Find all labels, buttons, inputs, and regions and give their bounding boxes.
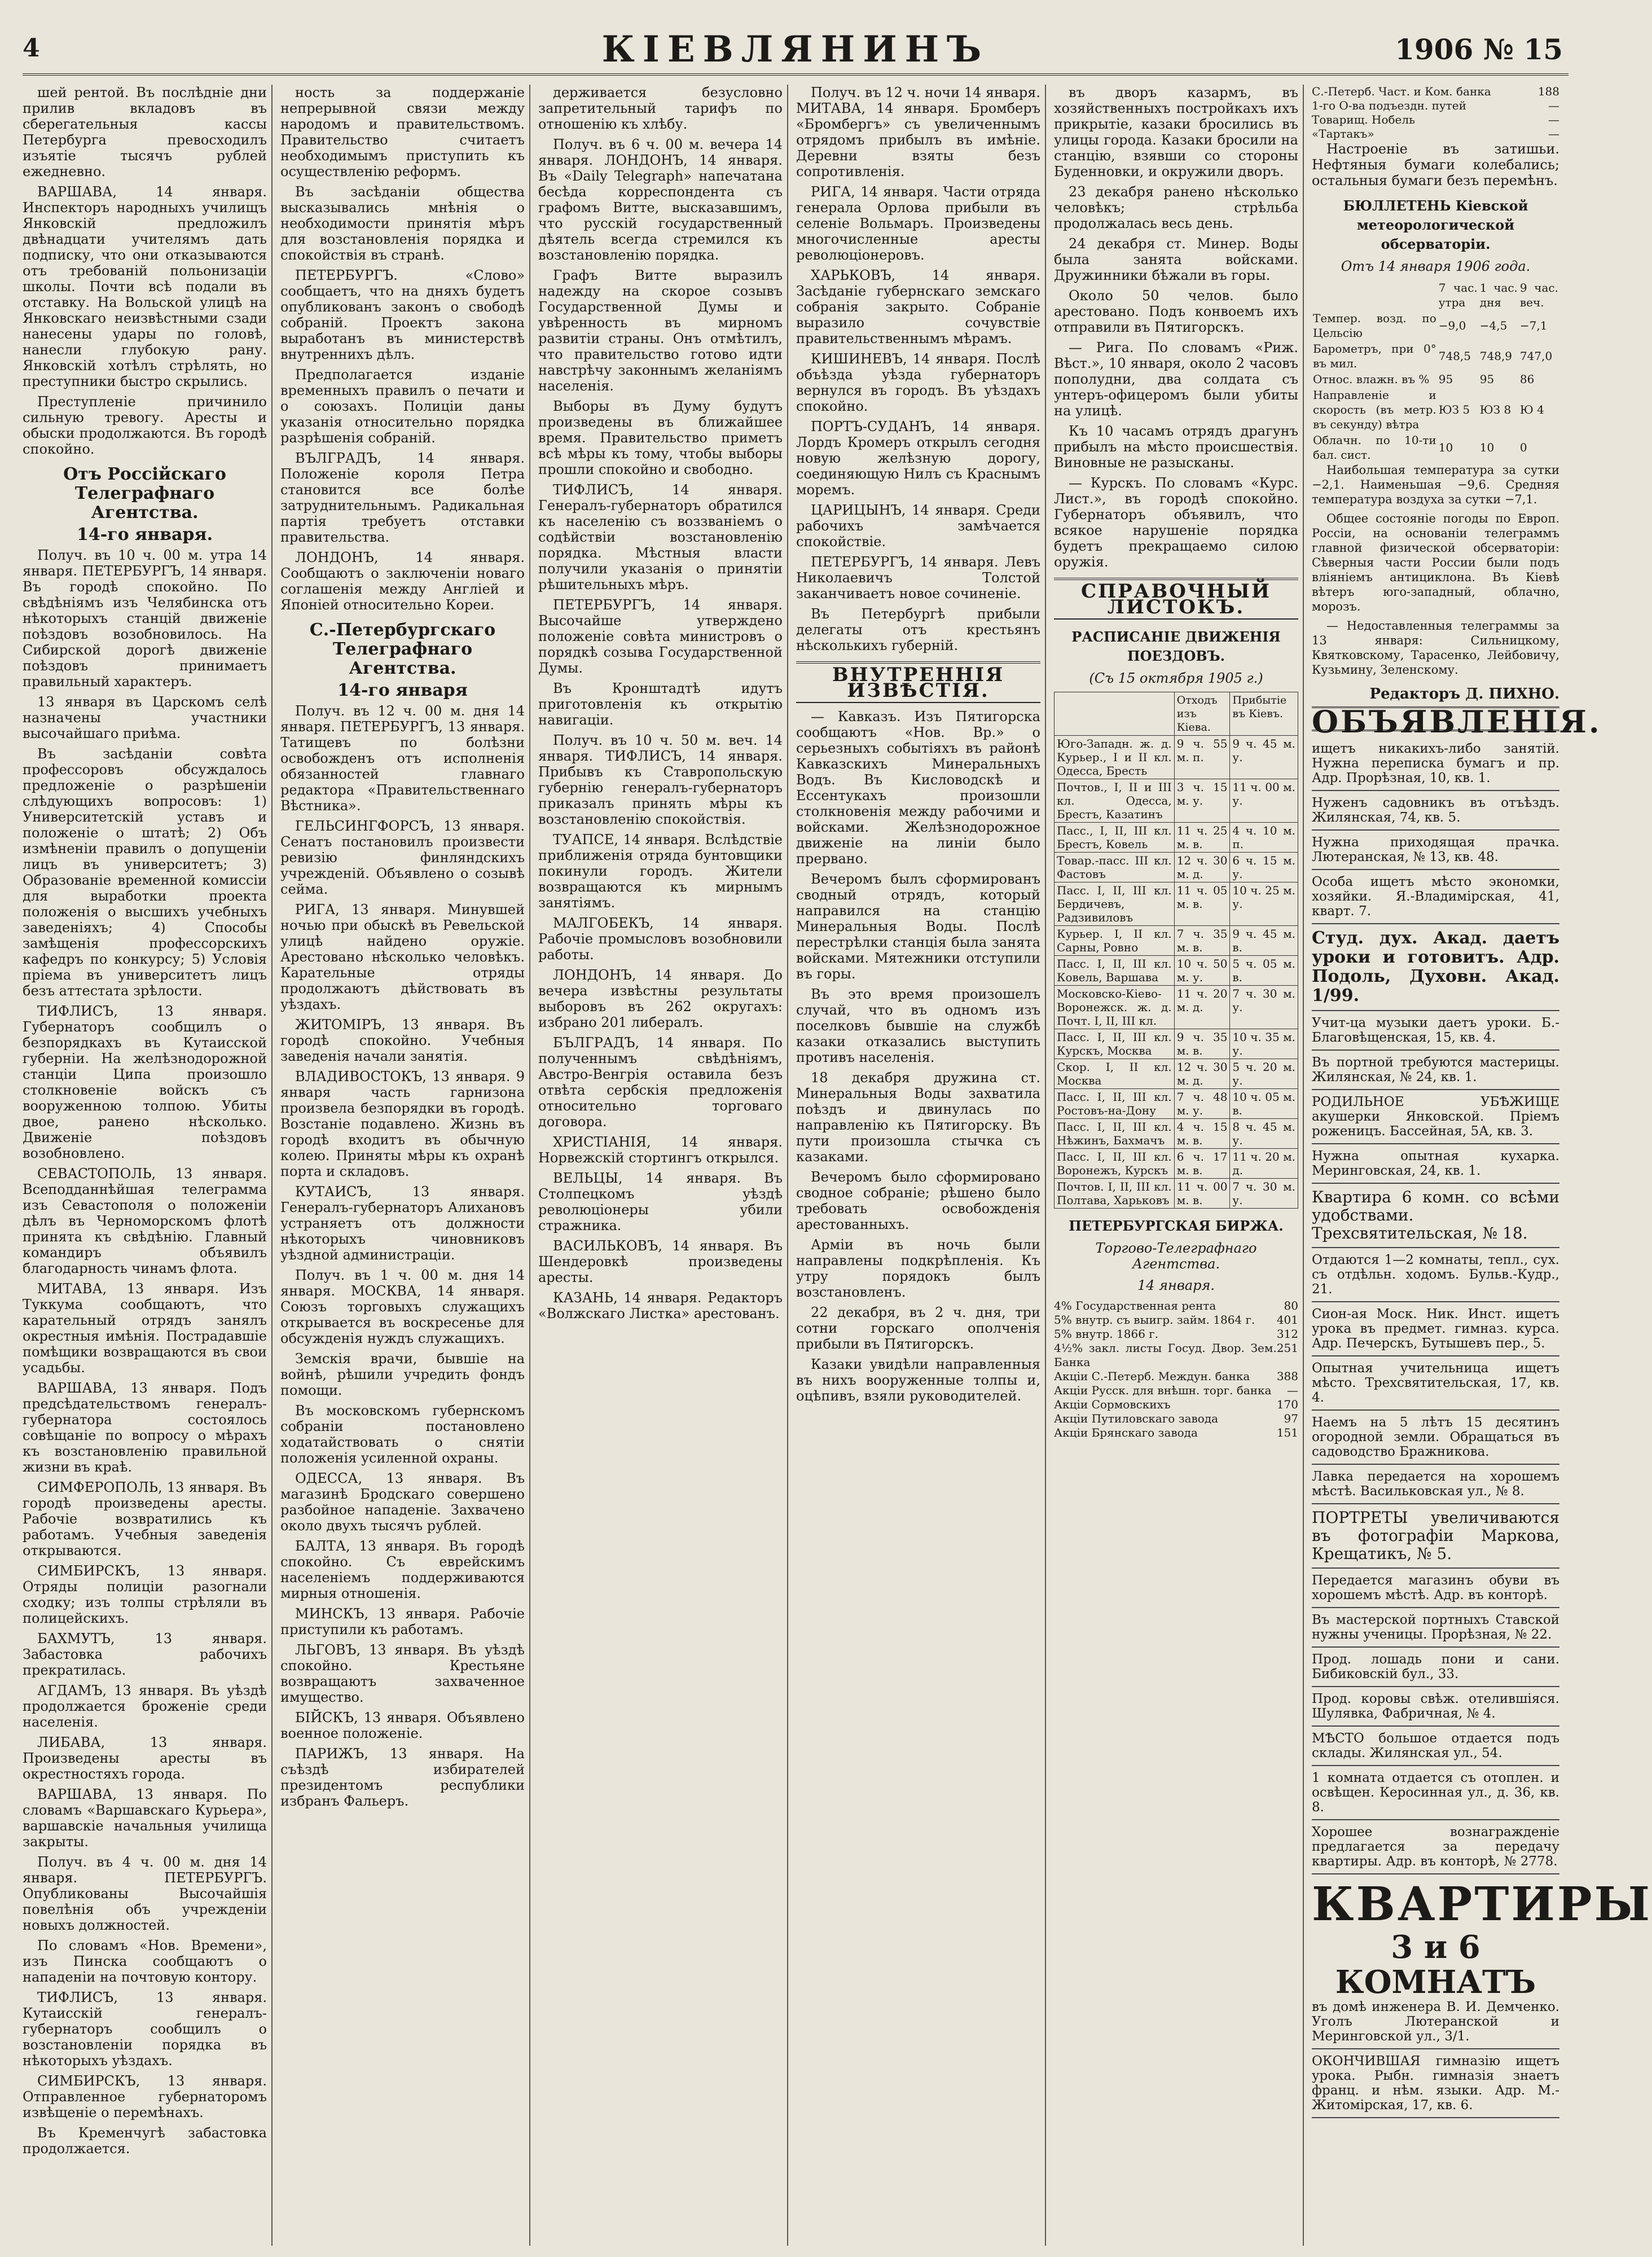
column-3 [538, 85, 783, 2246]
bourse-price: — [1548, 127, 1559, 140]
section-heading: СПРАВОЧНЫЙ ЛИСТОКЪ. [1054, 578, 1298, 620]
timetable-cell: Пасс., I, II, III кл. Брестъ, Ковель [1055, 823, 1175, 853]
paragraph: ХАРЬКОВЪ, 14 января. Засѣданіе губернскаго земскаго собранія закрыто. Собраніе выразило сочувствіе правительственнымъ мѣрамъ. [796, 267, 1040, 346]
advertisement: Передается магазинъ обуви въ хорошемъ мѣстѣ. Адр. въ конторѣ. [1312, 1569, 1559, 1608]
meteo-row [1312, 432, 1559, 463]
meteo-cell: −9,0 [1438, 319, 1466, 332]
advertisement: ОКОНЧИВШАЯ гимназію ищетъ урока. Рыбн. гимназія знаетъ франц. и нѣм. языки. Адр. М.-Житомірская, 17, кв. 6. [1312, 2049, 1559, 2118]
paragraph: Получ. въ 4 ч. 00 м. дня 14 января. ПЕТЕРБУРГЪ. Опубликованы Высочайшія повелѣнія объ учрежденіи новыхъ должностей. [23, 1854, 267, 1933]
paragraph: 13 января въ Царскомъ селѣ назначены участники высочайшаго приѣма. [23, 694, 267, 741]
timetable-cell: 7 ч. 48 м. у. [1174, 1089, 1230, 1119]
meteo-header-row [1312, 280, 1559, 310]
bourse-price: — [1548, 99, 1559, 112]
paragraph: Въ Кронштадтѣ идутъ приготовленія къ открытію навигаціи. [538, 680, 783, 728]
timetable-cell: 11 ч. 00 м. у. [1230, 779, 1298, 823]
timetable-cell: Пасс. I, II, III кл. Воронежъ, Курскъ [1055, 1149, 1175, 1179]
paragraph: Общее состояніе погоды по Европ. Россіи, на основаніи телеграммъ главной физической обсерваторіи: Сѣверныя части России были подъ вліяніемъ антициклона. Въ Кіевѣ вѣтеръ юго-западный, облачно, морозъ. [1312, 512, 1559, 613]
column-rule [1303, 85, 1304, 2246]
paragraph: МАЛГОБЕКЪ, 14 января. Рабочіе промысловъ возобновили работы. [538, 915, 783, 963]
paragraph: 23 декабря ранено нѣсколько человѣкъ; стрѣльба продолжалась весь день. [1054, 184, 1298, 231]
meteo-cell: Относ. влажн. въ % [1313, 372, 1430, 386]
timetable-cell: Скор. I, II кл. Москва [1055, 1059, 1175, 1089]
timetable-cell: 11 ч. 05 м. в. [1174, 882, 1230, 926]
paragraph: БАХМУТЪ, 13 января. Забастовка рабочихъ прекратилась. [23, 1631, 267, 1678]
paragraph: ВЕЛЬЦЫ, 14 января. Въ Столпецкомъ уѣздѣ революціонеры убили стражника. [538, 1170, 783, 1233]
bourse-price: 251 [1276, 1341, 1298, 1355]
paragraph: Получ. въ 6 ч. 00 м. вечера 14 января. ЛОНДОНЪ, 14 января. Въ «Daily Telegraph» напечатана бесѣда корреспондента съ графомъ Витте, высказавшимъ, что русскій государственный дѣятель всегда стремился къ возстановленію порядка. [538, 137, 783, 263]
paragraph: ВЛАДИВОСТОКЪ, 13 января. 9 января часть гарнизона произвела безпорядки въ городѣ. Возстаніе подавлено. Жизнь въ городѣ входитъ въ обычную колею. Приняты мѣры къ охранѣ порта и складовъ. [280, 1069, 525, 1179]
meteo-header: 7 час. утра [1438, 281, 1478, 309]
advertisement: Лавка передается на хорошемъ мѣстѣ. Васильковская ул., № 8. [1312, 1465, 1559, 1504]
timetable-cell: 11 ч. 20 м. д. [1174, 986, 1230, 1029]
paragraph: Выборы въ Думу будутъ произведены въ ближайшее время. Правительство приметъ всѣ мѣры къ тому, чтобы выборы прошли спокойно и свободно. [538, 398, 783, 477]
bourse-security: 5% внутр. съ выигр. займ. 1864 г. [1054, 1313, 1255, 1327]
timetable-header-row [1055, 692, 1298, 736]
paragraph: БІЙСКЪ, 13 января. Объявлено военное положеніе. [280, 1710, 525, 1741]
advertisement: МѢСТО большое отдается подъ склады. Жилянская ул., 54. [1312, 1727, 1559, 1766]
column-4 [796, 85, 1040, 2246]
paragraph: Въ засѣданіи совѣта профессоровъ обсуждалось предложеніе о разрѣшеніи слѣдующихъ вопросовъ: 1) Университетскій уставъ и положеніе о штатѣ; 2) Объ измѣненіи правилъ о допущеніи лицъ въ университетъ; 3) Образованіе временной комиссіи для выработки проекта положенія о высшихъ учебныхъ заведеніяхъ; 4) Способы замѣщенія профессорскихъ кафедръ по конкурсу; 5) Условія пріема въ университетъ лицъ безъ аттестата зрѣлости. [23, 746, 267, 999]
timetable-cell: Товар.-пасс. III кл. Фастовъ [1055, 853, 1175, 882]
paragraph: ТУАПСЕ, 14 января. Вслѣдствіе приближенія отряда бунтовщики покинули городъ. Жители возвращаются къ мирнымъ занятіямъ. [538, 832, 783, 911]
bourse-row [1054, 1398, 1298, 1412]
timetable-cell: 11 ч. 20 м. д. [1230, 1149, 1298, 1179]
paragraph: Казаки увидѣли направленныя въ нихъ вооруженные толпы и, оцѣпивъ, взяли руководителей. [796, 1356, 1040, 1404]
timetable-row [1055, 956, 1298, 986]
bourse-row [1054, 1299, 1298, 1313]
ad-headline: КВАРТИРЫ [1312, 1877, 1652, 1931]
timetable-cell: Юго-Западн. ж. д. Курьер., I и II кл. Одесса, Бресть [1055, 736, 1175, 779]
paragraph: Арміи въ ночь были направлены подкрѣпленія. Къ утру порядокъ былъ возстановленъ. [796, 1237, 1040, 1300]
paragraph: СИМБИРСКЪ, 13 января. Отряды полиціи разогнали сходку; изъ толпы стрѣляли въ полицейскихъ. [23, 1563, 267, 1626]
bourse-row [1054, 1313, 1298, 1327]
bourse-row [1054, 1327, 1298, 1341]
paragraph: ность за поддержаніе непрерывной связи между народомъ и правительствомъ. Правительство считаетъ необходимымъ приступить къ осуществленію реформъ. [280, 85, 525, 179]
ad-subheadline: 3 и 6 КОМНАТЪ [1335, 1929, 1536, 2001]
bourse-price: — [1287, 1384, 1298, 1397]
timetable-cell: 9 ч. 55 м. п. [1174, 736, 1230, 779]
timetable-cell: Почтов. I, II, III кл. Полтава, Харьковъ [1055, 1179, 1175, 1209]
bourse-list [1054, 1299, 1298, 1440]
bourse-security: 1-го О-ва подъездн. путей [1312, 99, 1466, 112]
bourse-row [1054, 1341, 1298, 1369]
paragraph: ЛОНДОНЪ, 14 января. До вечера извѣстны результаты выборовъ въ 262 округахъ: избрано 201 либералъ. [538, 967, 783, 1030]
paragraph: ПЕТЕРБУРГЪ. «Слово» сообщаетъ, что на дняхъ будетъ опубликованъ законъ о свободѣ собраній. Проектъ закона выработанъ въ министерствѣ внутреннихъ дѣлъ. [280, 267, 525, 362]
timetable-cell: 7 ч. 30 м. у. [1230, 1179, 1298, 1209]
meteo-row [1312, 341, 1559, 371]
column-rule [529, 85, 530, 2246]
bourse-security: С.-Петерб. Част. и Ком. банка [1312, 85, 1491, 98]
advertisement: РОДИЛЬНОЕ УБѢЖИЩЕ акушерки Янковской. Пріемъ роженицъ. Бассейная, 5А, кв. 3. [1312, 1090, 1559, 1144]
paragraph: АГДАМЪ, 13 января. Въ уѣздѣ продолжается броженіе среди населенія. [23, 1683, 267, 1730]
advertisement: Нуженъ садовникъ въ отъѣздъ. Жилянская, 74, кв. 5. [1312, 791, 1559, 831]
meteo-cell: −4,5 [1479, 319, 1508, 332]
paragraph: — Кавказъ. Изъ Пятигорска сообщаютъ «Нов. Вр.» о серьезныхъ событіяхъ въ районѣ Кавказскихъ Минеральныхъ Водъ. Въ Кисловодскѣ и Ессентукахъ произошли столкновенія между рабочими и войсками. Желѣзнодорожное движеніе на линіи было прервано. [796, 709, 1040, 867]
paragraph: держивается безусловно запретительный тарифъ по отношенію къ хлѣбу. [538, 85, 783, 132]
advertisement: Нужна приходящая прачка. Лютеранская, № 13, кв. 48. [1312, 831, 1559, 870]
timetable-body [1055, 736, 1298, 1209]
paragraph: ВАСИЛЬКОВЪ, 14 января. Въ Шендеровкѣ произведены аресты. [538, 1238, 783, 1285]
meteo-table [1312, 280, 1559, 463]
meteo-header: 9 час. веч. [1519, 281, 1558, 309]
paragraph: МИНСКЪ, 13 января. Рабочіе приступили къ работамъ. [280, 1606, 525, 1637]
timetable-cell: 5 ч. 20 м. у. [1230, 1059, 1298, 1089]
paragraph: ПЕТЕРБУРГЪ, 14 января. Высочайше утверждено положеніе совѣта министровъ о порядкѣ созыва Государственной Думы. [538, 597, 783, 676]
meteo-cell: ЮЗ 5 [1438, 403, 1470, 416]
paragraph: Въ Петербургѣ прибыли делегаты отъ крестьянъ нѣсколькихъ губерній. [796, 606, 1040, 653]
paragraph: Получ. въ 10 ч. 00 м. утра 14 января. ПЕТЕРБУРГЪ, 14 января. Въ городѣ спокойно. По свѣдѣніямъ изъ Челябинска отъ нѣкоторыхъ станцій движеніе поѣздовъ возобновилось. На Сибирской дорогѣ движеніе поѣздовъ принимаетъ правильный характеръ. [23, 547, 267, 690]
meteo-cell: 86 [1519, 372, 1535, 386]
column-rule [1045, 85, 1046, 2246]
timetable-header [1055, 692, 1175, 736]
paragraph: ЛЬГОВЪ, 13 января. Въ уѣздѣ спокойно. Крестьяне возвращаютъ захваченное имущество. [280, 1642, 525, 1705]
advertisement: Отдаются 1—2 комнаты, тепл., сух. съ отдѣльн. ходомъ. Бульв.-Кудр., 21. [1312, 1248, 1559, 1302]
advertisement: Хорошее вознагражденіе предлагается за передачу квартиры. Адр. въ конторѣ, № 2778. [1312, 1820, 1559, 1874]
paragraph: ОДЕССА, 13 января. Въ магазинѣ Бродскаго совершено разбойное нападеніе. Захвачено около двухъ тысячъ рублей. [280, 1470, 525, 1534]
paragraph: ТИФЛИСЪ, 13 января. Губернаторъ сообщилъ о безпорядкахъ въ Кутаисской губерніи. На желѣзнодорожной станціи Ципа произошло столкновеніе войскъ съ вооруженною толпою. Убиты двое, ранено нѣсколько. Движеніе поѣздовъ возобновлено. [23, 1003, 267, 1161]
timetable-cell: 7 ч. 35 м. в. [1174, 926, 1230, 956]
meteo-cell: 748,5 [1438, 349, 1471, 363]
paragraph: ПОРТЪ-СУДАНЪ, 14 января. Лордъ Кромеръ открылъ сегодня новую желѣзную дорогу, соединяющую Нилъ съ Краснымъ моремъ. [796, 419, 1040, 498]
paragraph: ЛИБАВА, 13 января. Произведены аресты въ окрестностяхъ города. [23, 1735, 267, 1782]
column-6 [1312, 85, 1652, 2246]
meteo-cell: Барометръ, при 0° въ мил. [1313, 342, 1436, 370]
advertisement: Въ мастерской портныхъ Ставской нужны ученицы. Прорѣзная, № 22. [1312, 1608, 1559, 1648]
advertisement-apartments [1312, 1874, 1652, 2049]
section-heading: Отъ Россійскаго Телеграфнаго Агентства. [63, 464, 226, 522]
timetable-cell: 9 ч. 35 м. в. [1174, 1029, 1230, 1059]
timetable-row [1055, 823, 1298, 853]
timetable-cell: Почтов., I, II и III кл. Одесса, Брестъ, Казатинъ [1055, 779, 1175, 823]
timetable-row [1055, 882, 1298, 926]
meteo-cell: −7,1 [1519, 319, 1548, 332]
advertisement: Учит-ца музыки даетъ уроки. Б.-Благовѣщенская, 15, кв. 4. [1312, 1011, 1559, 1051]
bourse-row [1054, 1426, 1298, 1440]
timetable-cell: 6 ч. 17 м. в. [1174, 1149, 1230, 1179]
paragraph: Въ московскомъ губернскомъ собраніи постановлено ходатайствовать о снятіи положенія усиленной охраны. [280, 1403, 525, 1466]
timetable-cell: Московско-Кіево-Воронежск. ж. д. Почт. I, II, III кл. [1055, 986, 1175, 1029]
timetable-cell: Пасс. I, II, III кл. Бердичевъ, Радзивиловъ [1055, 882, 1175, 926]
paragraph: ВАРШАВА, 13 января. Подъ предсѣдательствомъ генералъ-губернатора состоялось совѣщаніе по вопросу о мѣрахъ къ возстановленію правильной жизни въ краѣ. [23, 1380, 267, 1475]
meteo-header [1312, 280, 1438, 310]
timetable-title: РАСПИСАНІЕ ДВИЖЕНІЯ ПОЕЗДОВЪ. [1071, 629, 1281, 664]
meteo-cell: Направленіе и скорость (въ метр. въ секунду) вѣтра [1313, 388, 1436, 431]
paragraph: Земскія врачи, бывшіе на войнѣ, рѣшили учредить фондъ помощи. [280, 1351, 525, 1398]
timetable-cell: 9 ч. 45 м. у. [1230, 736, 1298, 779]
bourse-price: 97 [1284, 1412, 1298, 1425]
paragraph: 18 декабря дружина ст. Минеральныя Воды захватила поѣздъ и двинулась по направленію къ Пятигорску. Въ пути произошла стычка съ казаками. [796, 1070, 1040, 1165]
timetable-row [1055, 1179, 1298, 1209]
paragraph: ЖИТОМІРЪ, 13 января. Въ городѣ спокойно. Учебныя заведенія начали занятія. [280, 1017, 525, 1064]
advertisement: Нужна опытная кухарка. Меринговская, 24, кв. 1. [1312, 1144, 1559, 1184]
bourse-security: Акціи Русск. для внѣшн. торг. банка [1054, 1384, 1272, 1397]
timetable-cell: 3 ч. 15 м. у. [1174, 779, 1230, 823]
timetable-row [1055, 779, 1298, 823]
timetable-cell: 12 ч. 30 м. д. [1174, 1059, 1230, 1089]
timetable-cell: Пасс. I, II, III кл. Ковель, Варшава [1055, 956, 1175, 986]
paragraph: Настроеніе въ затишьи. Нефтяныя бумаги колебались; остальныя бумаги безъ перемѣнъ. [1312, 141, 1559, 188]
column-rule [271, 85, 273, 2246]
advertisement: Прод. коровы свѣж. отелившіяся. Шулявка, Фабричная, № 4. [1312, 1687, 1559, 1727]
timetable-row [1055, 1119, 1298, 1149]
paragraph: Получ. въ 10 ч. 50 м. веч. 14 января. ТИФЛИСЪ, 14 января. Прибывъ къ Ставропольскую губернію генералъ-губернаторъ приказалъ принять мѣры къ возстановленію спокойствія. [538, 732, 783, 827]
bourse-price: 312 [1276, 1327, 1298, 1341]
meteo-heading: БЮЛЛЕТЕНЬ Кіевской метеорологической обсерваторіи. [1343, 197, 1528, 252]
paragraph: Предполагается изданіе временныхъ правилъ о печати и о союзахъ. Полиціи даны указанія относительно порядка разрѣшенія собраній. [280, 367, 525, 446]
dateline: 14-го января [337, 680, 468, 700]
timetable [1054, 692, 1298, 1209]
paragraph: Получ. въ 12 ч. 00 м. дня 14 января. ПЕТЕРБУРГЪ, 13 января. Татищевъ по болѣзни освобожденъ отъ исполненія обязанностей главнаго редактора «Правительственнаго Вѣстника». [280, 703, 525, 814]
bourse-row [1054, 1412, 1298, 1426]
timetable-row [1055, 1029, 1298, 1059]
meteo-row [1312, 371, 1559, 387]
paragraph: ПАРИЖЪ, 13 января. На съѣздѣ избирателей президентомъ республики избранъ Фальеръ. [280, 1746, 525, 1809]
bourse-row [1312, 127, 1559, 141]
issue-number: 1906 № 15 [1395, 33, 1563, 66]
paragraph: БАЛТА, 13 января. Въ городѣ спокойно. Съ еврейскимъ населеніемъ поддерживаются мирныя отношенія. [280, 1538, 525, 1601]
ads-heading: ОБЪЯВЛЕНІЯ. [1312, 704, 1602, 740]
timetable-row [1055, 926, 1298, 956]
section-heading: С.-Петербургскаго Телеграфнаго Агентства. [309, 620, 496, 678]
paragraph: Наибольшая температура за сутки −2,1. Наименьшая −9,6. Средняя температура воздуха за сутки −7,1. [1312, 463, 1559, 506]
bourse-row [1312, 99, 1559, 113]
paragraph: КИШИНЕВЪ, 14 января. Послѣ объѣзда уѣзда губернаторъ вернулся въ городъ. Въ уѣздахъ спокойно. [796, 351, 1040, 414]
bourse-security: «Тартакъ» [1312, 127, 1374, 140]
column-2 [280, 85, 525, 2246]
bourse-security: 5% внутр. 1866 г. [1054, 1327, 1159, 1341]
timetable-row [1055, 1149, 1298, 1179]
timetable-cell: 6 ч. 15 м. у. [1230, 853, 1298, 882]
column-1 [23, 85, 267, 2246]
advertisement: Опытная учительница ищетъ мѣсто. Трехсвятительская, 17, кв. 4. [1312, 1356, 1559, 1411]
paragraph: КАЗАНЬ, 14 января. Редакторъ «Волжскаго Листка» арестованъ. [538, 1290, 783, 1321]
editor-signature: Редакторъ Д. ПИХНО. [1312, 682, 1559, 708]
paragraph: ЦАРИЦЫНЪ, 14 января. Среди рабочихъ замѣчается спокойствіе. [796, 502, 1040, 550]
paragraph: Около 50 челов. было арестовано. Подъ конвоемъ ихъ отправили въ Пятигорскъ. [1054, 288, 1298, 335]
advertisement: Сион-ая Моск. Ник. Инст. ищетъ урока въ предмет. гимназ. курса. Адр. Печерскъ, Бутышевъ пер., 5. [1312, 1302, 1559, 1356]
paragraph: Преступленіе причинило сильную тревогу. Аресты и обыски продолжаются. Въ городѣ спокойно. [23, 394, 267, 457]
bourse-price: — [1548, 113, 1559, 126]
timetable-cell: 8 ч. 45 м. у. [1230, 1119, 1298, 1149]
advertisement: Квартира 6 комн. со всѣми удобствами. Трехсвятительская, № 18. [1312, 1184, 1559, 1248]
paragraph: МИТАВА, 13 января. Изъ Туккума сообщаютъ, что карательный отрядъ занялъ окрестныя имѣнія. Пострадавшіе помѣщики возвращаются въ свои усадьбы. [23, 1281, 267, 1376]
paragraph: СЕВАСТОПОЛЬ, 13 января. Всеподданнѣйшая телеграмма изъ Севастополя о положеніи дѣлъ въ Черноморскомъ флотѣ принята къ свѣдѣнію. Главный командиръ объявилъ благодарность чинамъ флота. [23, 1166, 267, 1276]
meteo-body [1312, 310, 1559, 463]
bourse-list [1312, 85, 1559, 141]
bourse-row [1312, 85, 1559, 99]
meteo-cell: 95 [1438, 372, 1453, 386]
meteo-cell: ЮЗ 8 [1479, 403, 1512, 416]
timetable-cell: 10 ч. 25 м. у. [1230, 882, 1298, 926]
paragraph: Получ. въ 12 ч. ночи 14 января. МИТАВА, 14 января. Бромберъ «Бромбергъ» съ увеличеннымъ отрядомъ прибылъ въ имѣніе. Деревни взяты безъ сопротивленія. [796, 85, 1040, 179]
paragraph: Вечеромъ былъ сформированъ сводный отрядъ, который направился на станцію Минеральныя Воды. Послѣ перестрѣлки станція была занята войсками. Мятежники отступили въ горы. [796, 871, 1040, 982]
advertisement: ищетъ никакихъ-либо занятій. Нужна переписка бумагъ и пр. Адр. Прорѣзная, 10, кв. 1. [1312, 737, 1559, 791]
paragraph: СИМФЕРОПОЛЬ, 13 января. Въ городѣ произведены аресты. Рабочіе возвратились къ работамъ. Учебныя заведенія открываются. [23, 1479, 267, 1558]
bourse-security: Акціи С.-Петерб. Междун. банка [1054, 1369, 1250, 1383]
column-5 [1054, 85, 1298, 2246]
bourse-price: 401 [1276, 1313, 1298, 1327]
bourse-security: Акціи Брянскаго завода [1054, 1426, 1198, 1439]
paragraph: — Курскъ. По словамъ «Курс. Лист.», въ городѣ спокойно. Губернаторъ объявилъ, что всякое нарушеніе порядка будетъ прекращаемо силою оружія. [1054, 475, 1298, 570]
meteo-cell: 10 [1438, 441, 1453, 454]
paragraph: ВАРШАВА, 14 января. Инспекторъ народныхъ училищъ Янковскій предложилъ двѣнадцати учителямъ дать подписку, что они отказываются отъ требованій польонизаціи школы. Почти всѣ подали въ отставку. На Вольской улицѣ на Янковскаго неизвѣстными сзади нанесены удары по головѣ, нанесли глубокую рану. Янковскій хотѣлъ стрѣлять, но преступники быстро скрылись. [23, 184, 267, 389]
paragraph: — Рига. По словамъ «Риж. Вѣст.», 10 января, около 2 часовъ пополудни, два солдата съ унтеръ-офицеромъ были убиты на улицѣ. [1054, 340, 1298, 419]
timetable-cell: 7 ч. 30 м. у. [1230, 986, 1298, 1029]
meteo-cell: 747,0 [1519, 349, 1553, 363]
meteo-cell: 748,9 [1479, 349, 1513, 363]
meteo-cell: 95 [1479, 372, 1495, 386]
paragraph: Въ засѣданіи общества высказывались мнѣнія о необходимости принятія мѣръ для возстановленія порядка и спокойствія въ странѣ. [280, 184, 525, 263]
timetable-cell: 10 ч. 05 м. в. [1230, 1089, 1298, 1119]
bourse-row [1054, 1369, 1298, 1384]
timetable-row [1055, 1089, 1298, 1119]
advertisement: Прод. лошадь пони и сани. Бибиковскій бул., 33. [1312, 1648, 1559, 1687]
paragraph: въ дворъ казармъ, въ хозяйственныхъ постройкахъ ихъ прикрытіе, казаки бросились въ улицы города. Казаки бросили на станцію, взявши со стороны Буденновки, и окружили дворъ. [1054, 85, 1298, 179]
paragraph: 24 декабря ст. Минер. Воды была занята войсками. Дружинники бѣжали въ горы. [1054, 236, 1298, 283]
advertisement: Наемъ на 5 лѣтъ 15 десятинъ огородной земли. Обращаться въ садоводство Бражникова. [1312, 1411, 1559, 1465]
meteo-row [1312, 310, 1559, 341]
timetable-header: Отходъ изъ Кіева. [1174, 692, 1230, 736]
column-rule [787, 85, 788, 2246]
bourse-price: 170 [1276, 1398, 1298, 1411]
paragraph: Къ 10 часамъ отрядъ драгунъ прибылъ на мѣсто происшествія. Виновные не разысканы. [1054, 423, 1298, 471]
timetable-cell: 10 ч. 35 м. у. [1230, 1029, 1298, 1059]
timetable-cell: Пасс. I, II, III кл. Ростовъ-на-Дону [1055, 1089, 1175, 1119]
masthead [23, 23, 1568, 76]
timetable-cell: 10 ч. 50 м. у. [1174, 956, 1230, 986]
paragraph: Графъ Витте выразилъ надежду на скорое созывъ Государственной Думы и увѣренность въ мирномъ развитіи страны. Онъ отмѣтилъ, что правительство готово идти навстрѣчу законнымъ желаніямъ населенія. [538, 267, 783, 394]
bourse-subtitle: Торгово-Телеграфнаго Агентства. [1095, 1240, 1257, 1272]
meteo-date: Отъ 14 января 1906 года. [1341, 258, 1531, 274]
advertisement: Въ портной требуются мастерицы. Жилянская, № 24, кв. 1. [1312, 1051, 1559, 1090]
paragraph: БЪЛГРАДЪ, 14 января. По полученнымъ свѣдѣніямъ, Австро-Венгрія оставила безъ отвѣта сербскія предложенія относительно торговаго договора. [538, 1035, 783, 1130]
bourse-security: Акціи Сормовскихъ [1054, 1398, 1171, 1411]
meteo-bulletin [1312, 280, 1559, 677]
bourse-date: 14 января. [1137, 1277, 1215, 1293]
bourse-security: Товарищ. Нобель [1312, 113, 1415, 126]
timetable-cell: 11 ч. 00 м. в. [1174, 1179, 1230, 1209]
paragraph: РИГА, 14 января. Части отряда генерала Орлова прибыли въ селеніе Вольмаръ. Произведены многочисленные аресты революціонеровъ. [796, 184, 1040, 263]
meteo-cell: 0 [1519, 441, 1527, 454]
paragraph: ВЪЛГРАДЪ, 14 января. Положеніе короля Петра становится все болѣе затруднительнымъ. Радикальная партія требуетъ отставки правительства. [280, 450, 525, 545]
paragraph: ВАРШАВА, 13 января. По словамъ «Варшавскаго Курьера», варшавскіе начальныя училища закрыты. [23, 1786, 267, 1850]
bourse-heading: ПЕТЕРБУРГСКАЯ БИРЖА. [1069, 1218, 1284, 1234]
timetable-cell: 5 ч. 05 м. в. [1230, 956, 1298, 986]
bourse-price: 80 [1284, 1299, 1298, 1312]
meteo-header: 1 час. дня [1479, 281, 1518, 309]
bourse-security: 4% Государственная рента [1054, 1299, 1216, 1312]
advertisement: 1 комната отдается съ отоплен. и освѣщен. Керосинная ул., д. 36, кв. 8. [1312, 1766, 1559, 1820]
timetable-row [1055, 736, 1298, 779]
paragraph: Въ это время произошелъ случай, что въ одномъ изъ поселковъ бывшіе на службѣ казаки отказались выступить противъ населенія. [796, 986, 1040, 1065]
paragraph: По словамъ «Нов. Времени», изъ Пинска сообщаютъ о нападеніи на почтовую контору. [23, 1938, 267, 1985]
paragraph: ПЕТЕРБУРГЪ, 14 января. Левъ Николаевичъ Толстой заканчиваетъ новое сочиненіе. [796, 554, 1040, 601]
paragraph: Получ. въ 1 ч. 00 м. дня 14 января. МОСКВА, 14 января. Союзъ торговыхъ служащихъ открывается въ воскресенье для обсужденія нуждъ служащихъ. [280, 1267, 525, 1346]
timetable-cell: 9 ч. 45 м. в. [1230, 926, 1298, 956]
paragraph: Вечеромъ было сформировано сводное собраніе; рѣшено было требовать освобожденія арестованныхъ. [796, 1169, 1040, 1232]
bourse-price: 388 [1276, 1369, 1298, 1383]
meteo-cell: Ю 4 [1519, 403, 1544, 416]
advertisement: Особа ищетъ мѣсто экономки, хозяйки. Я.-Владимірская, 41, кварт. 7. [1312, 870, 1559, 924]
paragraph: ХРИСТІАНІЯ, 14 января. Норвежскій стортингъ открылся. [538, 1134, 783, 1166]
paragraph: СИМБИРСКЪ, 13 января. Отправленное губернаторомъ извѣщеніе о перемѣнахъ. [23, 2073, 267, 2120]
advertisement: ПОРТРЕТЫ увеличиваются въ фотографіи Маркова, Крещатикъ, № 5. [1312, 1504, 1559, 1569]
timetable-cell: 12 ч. 30 м. д. [1174, 853, 1230, 882]
paragraph: — Недоставленныя телеграммы за 13 января: Сильницкому, Квятковскому, Тарасенко, Лейбовичу, Кузьмину, Зеленскому. [1312, 619, 1559, 677]
bourse-security: Акціи Путиловскаго завода [1054, 1412, 1219, 1425]
timetable-cell: Пасс. I, II, III кл. Курскъ, Москва [1055, 1029, 1175, 1059]
paragraph: 22 декабря, въ 2 ч. дня, три сотни горскаго ополченія прибыли въ Пятигорскъ. [796, 1305, 1040, 1352]
ad-text: въ домѣ инженера В. И. Демченко. Уголъ Лютеранской и Меринговской ул., 3/1. [1312, 2000, 1559, 2044]
paragraph: ТИФЛИСЪ, 14 января. Генералъ-губернаторъ обратился къ населенію съ воззваніемъ о содѣйствіи возстановленію порядка. Мѣстныя власти получили указанія о принятіи рѣшительныхъ мѣръ. [538, 482, 783, 592]
paragraph: шей рентой. Въ послѣдніе дни прилив вкладовъ въ сберегательныя кассы Петербурга превосходилъ изъятіе тысячъ рублей ежедневно. [23, 85, 267, 179]
bourse-security: 4½% закл. листы Госуд. Двор. Зем. Банка [1054, 1341, 1277, 1369]
paragraph: Въ Кременчугѣ забастовка продолжается. [23, 2125, 267, 2157]
timetable-cell: 4 ч. 10 м. п. [1230, 823, 1298, 853]
paragraph: КУТАИСЪ, 13 января. Генералъ-губернаторъ Алихановъ устраняетъ отъ должности нѣкоторыхъ чиновниковъ уѣздной администраціи. [280, 1184, 525, 1263]
timetable-row [1055, 1059, 1298, 1089]
meteo-cell: Облачн. по 10-ти бал. сист. [1313, 433, 1436, 462]
bourse-price: 188 [1537, 85, 1559, 98]
meteo-row [1312, 387, 1559, 432]
newspaper-title: КІЕВЛЯНИНЪ [601, 28, 990, 71]
advertisement: Студ. дух. Акад. даетъ уроки и готовитъ. Адр. Подоль, Духовн. Акад. 1/99. [1312, 924, 1559, 1011]
paragraph: РИГА, 13 января. Минувшей ночью при обыскѣ въ Ревельской улицѣ найдено оружіе. Арестовано нѣсколько человѣкъ. Карательные отряды продолжаютъ дѣйствовать въ уѣздахъ. [280, 902, 525, 1012]
timetable-cell: 11 ч. 25 м. в. [1174, 823, 1230, 853]
page-number: 4 [23, 34, 40, 63]
dateline: 14-го января. [76, 525, 213, 545]
timetable-cell: Курьер. I, II кл. Сарны, Ровно [1055, 926, 1175, 956]
timetable-header: Прибытіе въ Кіевъ. [1230, 692, 1298, 736]
timetable-cell: 4 ч. 15 м. в. [1174, 1119, 1230, 1149]
meteo-cell: Темпер. возд. по Цельсію [1313, 311, 1436, 340]
timetable-subtitle: (Съ 15 октября 1905 г.) [1089, 670, 1263, 686]
timetable-row [1055, 986, 1298, 1029]
timetable-cell: Пасс. I, II, III кл. Нѣжинъ, Бахмачъ [1055, 1119, 1175, 1149]
bourse-row [1312, 113, 1559, 127]
bourse-price: 151 [1276, 1426, 1298, 1439]
section-heading: ВНУТРЕННІЯ ИЗВѢСТІЯ. [796, 661, 1040, 703]
paragraph: ЛОНДОНЪ, 14 января. Сообщаютъ о заключеніи новаго соглашенія между Англіей и Японіей относительно Кореи. [280, 550, 525, 613]
meteo-cell: 10 [1479, 441, 1495, 454]
bourse-row [1054, 1384, 1298, 1398]
timetable-row [1055, 853, 1298, 882]
paragraph: ТИФЛИСЪ, 13 января. Кутаисскій генералъ-губернаторъ сообщилъ о возстановленіи порядка въ нѣкоторыхъ уѣздахъ. [23, 1990, 267, 2069]
paragraph: ГЕЛЬСИНГФОРСЪ, 13 января. Сенатъ постановилъ произвести ревизію финляндскихъ учрежденій. Объявлено о созывѣ сейма. [280, 818, 525, 897]
